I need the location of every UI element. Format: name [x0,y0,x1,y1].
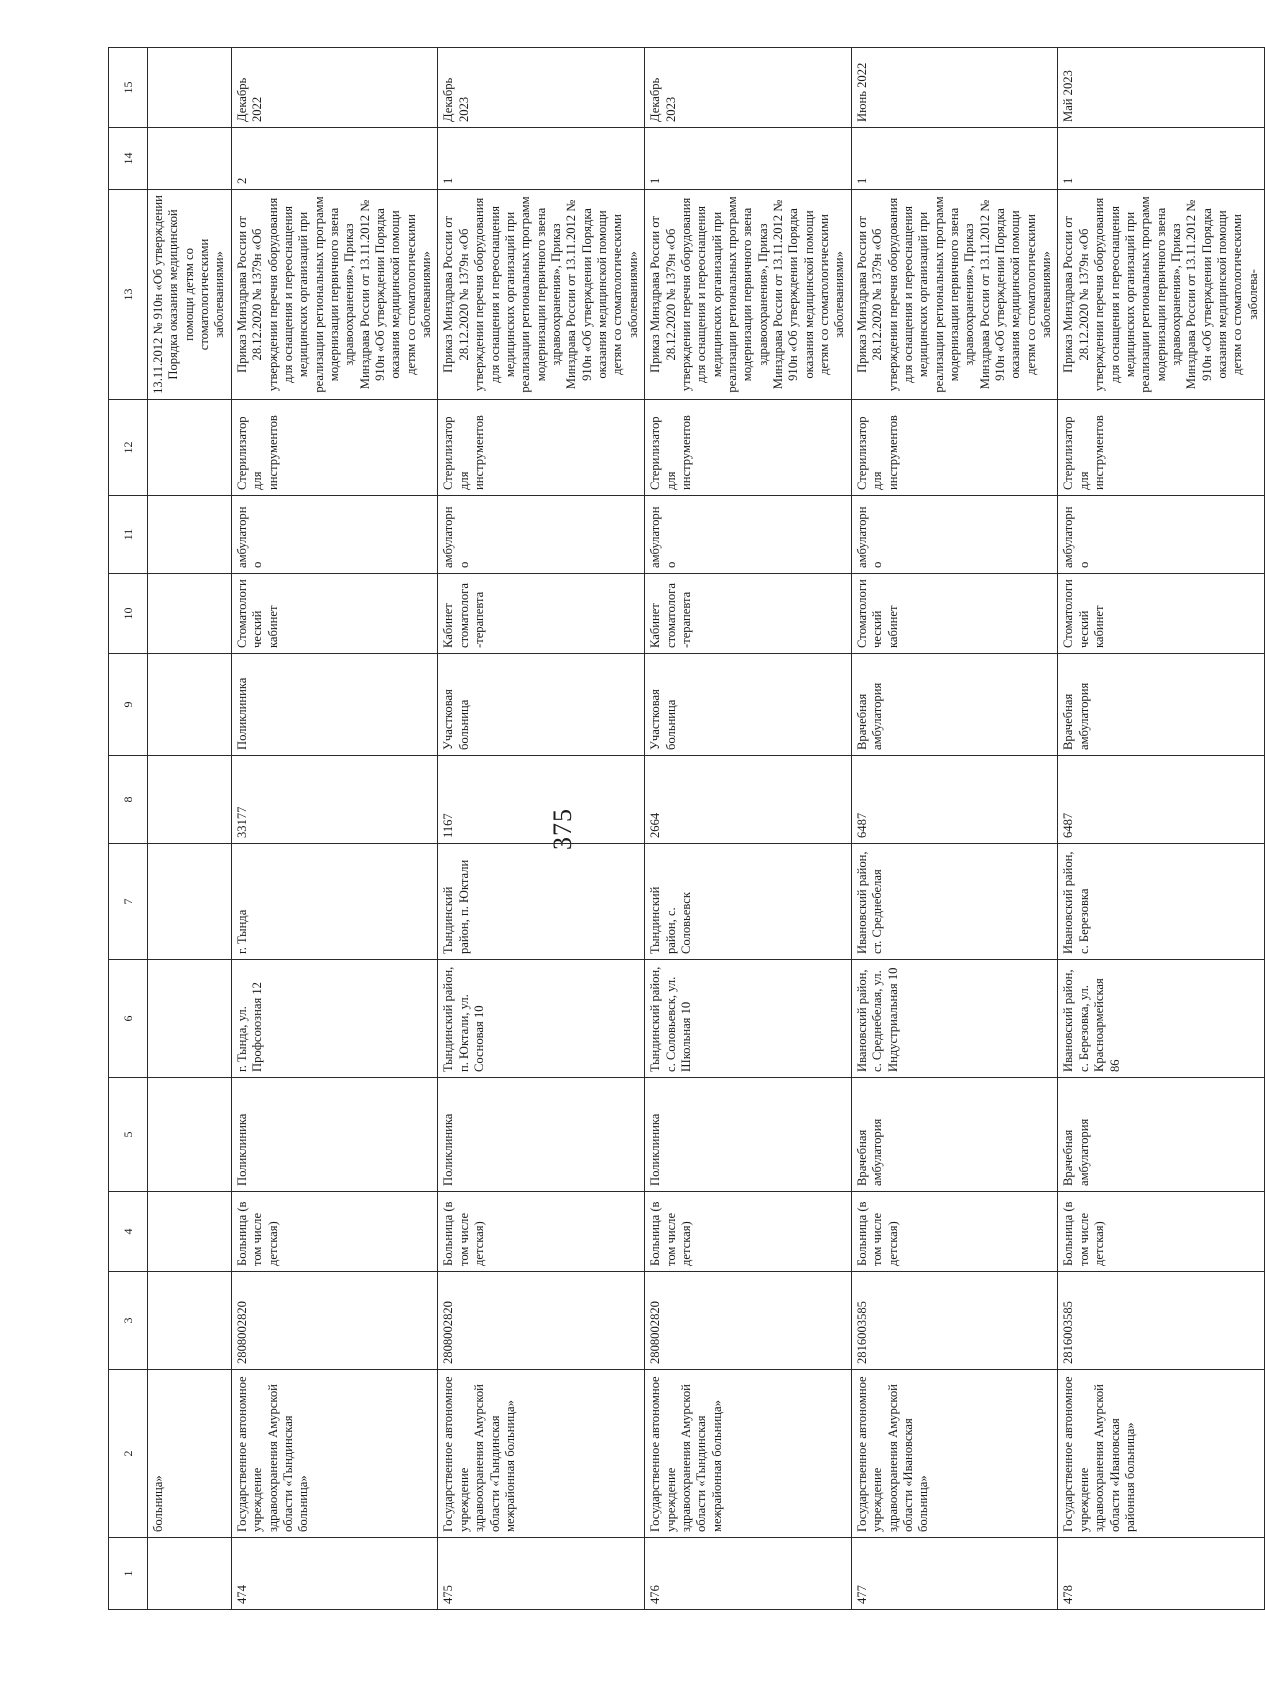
locality: Тындинский район, с. Соловьевск [645,844,852,960]
empty-cell [148,960,232,1078]
room: Стоматологический кабинет [851,574,1058,654]
org-name-continuation: больница» [148,1370,232,1538]
facility-type: Больница (в том числе детская) [231,1192,438,1272]
subunit: Участковая больница [645,654,852,756]
equipment-name: Стерилизатор для инструментов [1058,400,1265,496]
column-number: 12 [109,400,148,496]
locality: Ивановский район, с. Березовка [1058,844,1265,960]
equipment-name: Стерилизатор для инструментов [851,400,1058,496]
delivery-date: Май 2023 [1058,48,1265,128]
facility-type: Больница (в том числе детская) [438,1192,645,1272]
page-number: 375 [548,808,577,850]
quantity: 2 [231,128,438,190]
empty-cell [148,574,232,654]
quantity: 1 [438,128,645,190]
column-number: 9 [109,654,148,756]
structural-unit: Врачебная амбулатория [1058,1078,1265,1192]
empty-cell [148,1192,232,1272]
column-number: 8 [109,756,148,844]
locality: Ивановский район, ст. Среднебелая [851,844,1058,960]
organization-name: Государственное автономное учреждение здравоохранения Амурской области «Ивановская районная больница» [1058,1370,1265,1538]
care-mode: амбулаторно [1058,496,1265,574]
column-number-row [109,48,148,1610]
legal-basis: Приказ Минздрава России от 28.12.2020 № 1379н «Об утверждении перечня оборудования для оснащения и переоснащения медицинских организаций при реализации региональных программ модернизации первичного звена здравоохранения», Приказ Минздрава России от 13.11.2012 № 910н «Об утверждении Порядка оказания медицинской помощи детям со стоматологическими заболеваниями» [851,190,1058,400]
equipment-name: Стерилизатор для инструментов [231,400,438,496]
inn-code: 2816003585 [851,1272,1058,1370]
subunit: Врачебная амбулатория [1058,654,1265,756]
table-row [645,48,852,1610]
address: г. Тында, ул. Профсоюзная 12 [231,960,438,1078]
table-row [231,48,438,1610]
address: Тындинский район, с. Соловьевск, ул. Школьная 10 [645,960,852,1078]
legal-basis: Приказ Минздрава России от 28.12.2020 № 1379н «Об утверждении перечня оборудования для оснащения и переоснащения медицинских организаций при реализации региональных программ модернизации первичного звена здравоохранения», Приказ Минздрава России от 13.11.2012 № 910н «Об утверждении Порядка оказания медицинской помощи детям со стоматологическими заболева- [1058,190,1265,400]
empty-cell [148,1078,232,1192]
empty-cell [148,1538,232,1610]
subunit: Поликлиника [231,654,438,756]
structural-unit: Поликлиника [231,1078,438,1192]
empty-cell [148,654,232,756]
care-mode: амбулаторно [851,496,1058,574]
care-mode: амбулаторно [438,496,645,574]
legal-basis: Приказ Минздрава России от 28.12.2020 № 1379н «Об утверждении перечня оборудования для оснащения и переоснащения медицинских организаций при реализации региональных программ модернизации первичного звена здравоохранения», Приказ Минздрава России от 13.11.2012 № 910н «Об утверждении Порядка оказания медицинской помощи детям со стоматологическими заболеваниями» [438,190,645,400]
room: Кабинет стоматолога-терапевта [438,574,645,654]
room: Стоматологический кабинет [231,574,438,654]
column-number: 10 [109,574,148,654]
organization-name: Государственное автономное учреждение здравоохранения Амурской области «Тындинская межрайонная больница» [645,1370,852,1538]
delivery-date: Июнь 2022 [851,48,1058,128]
population: 1167 [438,756,645,844]
delivery-date: Декабрь 2023 [645,48,852,128]
delivery-date: Декабрь 2023 [438,48,645,128]
population: 2664 [645,756,852,844]
column-number: 3 [109,1272,148,1370]
column-number: 14 [109,128,148,190]
column-number: 4 [109,1192,148,1272]
care-mode: амбулаторно [645,496,852,574]
room: Кабинет стоматолога-терапевта [645,574,852,654]
population: 6487 [851,756,1058,844]
organization-name: Государственное автономное учреждение здравоохранения Амурской области «Тындинская межрайонная больница» [438,1370,645,1538]
quantity: 1 [645,128,852,190]
empty-cell [148,844,232,960]
delivery-date: Декабрь 2022 [231,48,438,128]
address: Ивановский район, с. Березовка, ул. Красноармейская 86 [1058,960,1265,1078]
equipment-register-table [108,47,1265,1610]
row-number: 474 [231,1538,438,1610]
column-number: 2 [109,1370,148,1538]
column-number: 15 [109,48,148,128]
facility-type: Больница (в том числе детская) [1058,1192,1265,1272]
subunit: Врачебная амбулатория [851,654,1058,756]
room: Стоматологический кабинет [1058,574,1265,654]
empty-cell [148,756,232,844]
structural-unit: Поликлиника [645,1078,852,1192]
table-row [851,48,1058,1610]
address: Тындинский район, п. Юктали, ул. Сосновая 10 [438,960,645,1078]
care-mode: амбулаторно [231,496,438,574]
structural-unit: Врачебная амбулатория [851,1078,1058,1192]
locality: Тындинский район, п. Юктали [438,844,645,960]
table-row [1058,48,1265,1610]
population: 33177 [231,756,438,844]
inn-code: 2816003585 [1058,1272,1265,1370]
empty-cell [148,128,232,190]
facility-type: Больница (в том числе детская) [851,1192,1058,1272]
equipment-name: Стерилизатор для инструментов [438,400,645,496]
inn-code: 2808002820 [645,1272,852,1370]
column-number: 11 [109,496,148,574]
inn-code: 2808002820 [438,1272,645,1370]
column-number: 1 [109,1538,148,1610]
row-number: 477 [851,1538,1058,1610]
empty-cell [148,48,232,128]
row-number: 475 [438,1538,645,1610]
locality: г. Тында [231,844,438,960]
column-number: 6 [109,960,148,1078]
column-number: 13 [109,190,148,400]
column-number: 5 [109,1078,148,1192]
legal-basis-continuation: 13.11.2012 № 910н «Об утверждении Порядка оказания медицинской помощи детям со стоматологическими заболеваниями» [148,190,232,400]
population: 6487 [1058,756,1265,844]
row-number: 476 [645,1538,852,1610]
subunit: Участковая больница [438,654,645,756]
continuation-row [148,48,232,1610]
equipment-name: Стерилизатор для инструментов [645,400,852,496]
legal-basis: Приказ Минздрава России от 28.12.2020 № 1379н «Об утверждении перечня оборудования для оснащения и переоснащения медицинских организаций при реализации региональных программ модернизации первичного звена здравоохранения», Приказ Минздрава России от 13.11.2012 № 910н «Об утверждении Порядка оказания медицинской помощи детям со стоматологическими заболеваниями» [645,190,852,400]
quantity: 1 [851,128,1058,190]
organization-name: Государственное автономное учреждение здравоохранения Амурской области «Ивановская больница» [851,1370,1058,1538]
address: Ивановский район, с. Среднебелая, ул. Индустриальная 10 [851,960,1058,1078]
quantity: 1 [1058,128,1265,190]
row-number: 478 [1058,1538,1265,1610]
empty-cell [148,1272,232,1370]
organization-name: Государственное автономное учреждение здравоохранения Амурской области «Тындинская больница» [231,1370,438,1538]
empty-cell [148,400,232,496]
legal-basis: Приказ Минздрава России от 28.12.2020 № 1379н «Об утверждении перечня оборудования для оснащения и переоснащения медицинских организаций при реализации региональных программ модернизации первичного звена здравоохранения», Приказ Минздрава России от 13.11.2012 № 910н «Об утверждении Порядка оказания медицинской помощи детям со стоматологическими заболеваниями» [231,190,438,400]
table-row [438,48,645,1610]
facility-type: Больница (в том числе детская) [645,1192,852,1272]
rotated-document-page [108,48,1260,1610]
column-number: 7 [109,844,148,960]
empty-cell [148,496,232,574]
structural-unit: Поликлиника [438,1078,645,1192]
inn-code: 2808002820 [231,1272,438,1370]
